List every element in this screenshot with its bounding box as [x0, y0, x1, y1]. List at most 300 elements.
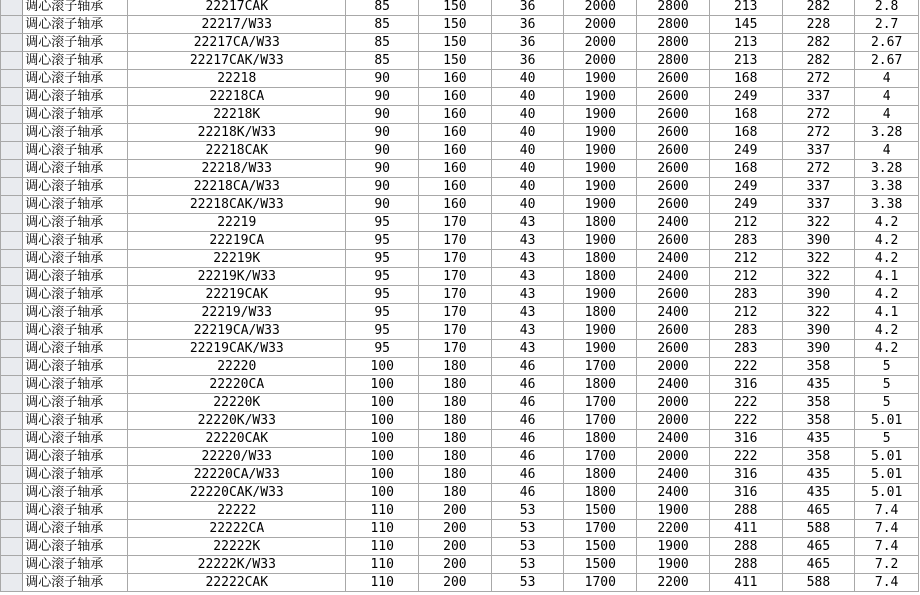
- cell-outer-diameter[interactable]: 200: [419, 502, 492, 520]
- cell-dynamic-load[interactable]: 316: [709, 376, 782, 394]
- cell-outer-diameter[interactable]: 200: [419, 574, 492, 592]
- cell-type[interactable]: 调心滚子轴承: [23, 340, 128, 358]
- cell-static-load[interactable]: 228: [782, 16, 855, 34]
- cell-dynamic-load[interactable]: 316: [709, 466, 782, 484]
- cell-static-load[interactable]: 282: [782, 52, 855, 70]
- cell-width[interactable]: 43: [491, 250, 564, 268]
- cell-bore[interactable]: 100: [346, 484, 419, 502]
- cell-static-load[interactable]: 358: [782, 358, 855, 376]
- cell-dynamic-load[interactable]: 212: [709, 304, 782, 322]
- cell-static-load[interactable]: 272: [782, 106, 855, 124]
- cell-grease-speed[interactable]: 1700: [564, 394, 637, 412]
- cell-weight[interactable]: 5.01: [855, 484, 919, 502]
- cell-width[interactable]: 43: [491, 232, 564, 250]
- cell-dynamic-load[interactable]: 249: [709, 142, 782, 160]
- cell-dynamic-load[interactable]: 222: [709, 358, 782, 376]
- cell-model[interactable]: 22220K/W33: [128, 412, 346, 430]
- cell-weight[interactable]: 4: [855, 142, 919, 160]
- cell-weight[interactable]: 7.4: [855, 538, 919, 556]
- cell-width[interactable]: 40: [491, 142, 564, 160]
- cell-model[interactable]: 22219CA/W33: [128, 322, 346, 340]
- cell-weight[interactable]: 4.2: [855, 340, 919, 358]
- cell-model[interactable]: 22220K: [128, 394, 346, 412]
- cell-grease-speed[interactable]: 1900: [564, 124, 637, 142]
- cell-dynamic-load[interactable]: 222: [709, 448, 782, 466]
- cell-bore[interactable]: 90: [346, 88, 419, 106]
- row-header[interactable]: [1, 394, 23, 412]
- cell-static-load[interactable]: 322: [782, 268, 855, 286]
- cell-outer-diameter[interactable]: 160: [419, 124, 492, 142]
- cell-type[interactable]: 调心滚子轴承: [23, 70, 128, 88]
- row-header[interactable]: [1, 376, 23, 394]
- cell-weight[interactable]: 2.67: [855, 52, 919, 70]
- cell-oil-speed[interactable]: 2400: [637, 214, 710, 232]
- cell-oil-speed[interactable]: 2600: [637, 196, 710, 214]
- cell-outer-diameter[interactable]: 160: [419, 106, 492, 124]
- cell-static-load[interactable]: 465: [782, 556, 855, 574]
- cell-width[interactable]: 53: [491, 502, 564, 520]
- cell-grease-speed[interactable]: 2000: [564, 16, 637, 34]
- cell-weight[interactable]: 2.7: [855, 16, 919, 34]
- cell-weight[interactable]: 2.8: [855, 0, 919, 16]
- cell-outer-diameter[interactable]: 170: [419, 340, 492, 358]
- cell-dynamic-load[interactable]: 316: [709, 484, 782, 502]
- cell-outer-diameter[interactable]: 180: [419, 358, 492, 376]
- cell-width[interactable]: 53: [491, 538, 564, 556]
- cell-oil-speed[interactable]: 2600: [637, 142, 710, 160]
- cell-weight[interactable]: 4: [855, 88, 919, 106]
- cell-model[interactable]: 22220/W33: [128, 448, 346, 466]
- cell-grease-speed[interactable]: 1900: [564, 70, 637, 88]
- cell-oil-speed[interactable]: 2200: [637, 520, 710, 538]
- cell-model[interactable]: 22222K/W33: [128, 556, 346, 574]
- cell-outer-diameter[interactable]: 170: [419, 214, 492, 232]
- cell-weight[interactable]: 7.4: [855, 520, 919, 538]
- cell-grease-speed[interactable]: 1800: [564, 466, 637, 484]
- cell-type[interactable]: 调心滚子轴承: [23, 178, 128, 196]
- row-header[interactable]: [1, 34, 23, 52]
- cell-width[interactable]: 43: [491, 322, 564, 340]
- cell-dynamic-load[interactable]: 288: [709, 556, 782, 574]
- cell-outer-diameter[interactable]: 170: [419, 250, 492, 268]
- cell-bore[interactable]: 85: [346, 52, 419, 70]
- cell-grease-speed[interactable]: 1900: [564, 322, 637, 340]
- cell-static-load[interactable]: 435: [782, 376, 855, 394]
- cell-width[interactable]: 43: [491, 304, 564, 322]
- cell-outer-diameter[interactable]: 150: [419, 16, 492, 34]
- cell-static-load[interactable]: 322: [782, 250, 855, 268]
- cell-grease-speed[interactable]: 1900: [564, 286, 637, 304]
- cell-dynamic-load[interactable]: 249: [709, 196, 782, 214]
- cell-width[interactable]: 46: [491, 376, 564, 394]
- row-header[interactable]: [1, 484, 23, 502]
- cell-bore[interactable]: 90: [346, 160, 419, 178]
- cell-grease-speed[interactable]: 1800: [564, 304, 637, 322]
- cell-bore[interactable]: 85: [346, 16, 419, 34]
- cell-type[interactable]: 调心滚子轴承: [23, 394, 128, 412]
- cell-static-load[interactable]: 358: [782, 394, 855, 412]
- cell-grease-speed[interactable]: 1500: [564, 502, 637, 520]
- cell-bore[interactable]: 90: [346, 106, 419, 124]
- cell-static-load[interactable]: 435: [782, 466, 855, 484]
- row-header[interactable]: [1, 304, 23, 322]
- row-header[interactable]: [1, 448, 23, 466]
- cell-model[interactable]: 22222: [128, 502, 346, 520]
- cell-grease-speed[interactable]: 2000: [564, 52, 637, 70]
- cell-outer-diameter[interactable]: 180: [419, 466, 492, 484]
- row-header[interactable]: [1, 430, 23, 448]
- cell-static-load[interactable]: 282: [782, 0, 855, 16]
- cell-weight[interactable]: 4.2: [855, 214, 919, 232]
- cell-outer-diameter[interactable]: 180: [419, 376, 492, 394]
- row-header[interactable]: [1, 214, 23, 232]
- cell-weight[interactable]: 4.2: [855, 232, 919, 250]
- cell-static-load[interactable]: 390: [782, 286, 855, 304]
- cell-model[interactable]: 22218CA/W33: [128, 178, 346, 196]
- cell-weight[interactable]: 3.28: [855, 160, 919, 178]
- cell-grease-speed[interactable]: 1700: [564, 448, 637, 466]
- cell-weight[interactable]: 5: [855, 430, 919, 448]
- cell-weight[interactable]: 2.67: [855, 34, 919, 52]
- row-header[interactable]: [1, 322, 23, 340]
- cell-dynamic-load[interactable]: 212: [709, 250, 782, 268]
- cell-static-load[interactable]: 588: [782, 520, 855, 538]
- cell-model[interactable]: 22220CAK: [128, 430, 346, 448]
- cell-dynamic-load[interactable]: 168: [709, 70, 782, 88]
- cell-outer-diameter[interactable]: 170: [419, 232, 492, 250]
- cell-static-load[interactable]: 272: [782, 160, 855, 178]
- cell-oil-speed[interactable]: 2600: [637, 286, 710, 304]
- cell-bore[interactable]: 110: [346, 538, 419, 556]
- cell-type[interactable]: 调心滚子轴承: [23, 214, 128, 232]
- cell-model[interactable]: 22218: [128, 70, 346, 88]
- cell-grease-speed[interactable]: 2000: [564, 34, 637, 52]
- cell-outer-diameter[interactable]: 170: [419, 322, 492, 340]
- cell-model[interactable]: 22219K: [128, 250, 346, 268]
- cell-oil-speed[interactable]: 2400: [637, 376, 710, 394]
- cell-type[interactable]: 调心滚子轴承: [23, 34, 128, 52]
- cell-model[interactable]: 22217/W33: [128, 16, 346, 34]
- cell-model[interactable]: 22218CAK/W33: [128, 196, 346, 214]
- cell-bore[interactable]: 90: [346, 70, 419, 88]
- cell-oil-speed[interactable]: 1900: [637, 556, 710, 574]
- cell-oil-speed[interactable]: 1900: [637, 538, 710, 556]
- cell-oil-speed[interactable]: 2600: [637, 70, 710, 88]
- cell-bore[interactable]: 85: [346, 34, 419, 52]
- cell-type[interactable]: 调心滚子轴承: [23, 304, 128, 322]
- row-header[interactable]: [1, 70, 23, 88]
- cell-bore[interactable]: 85: [346, 0, 419, 16]
- cell-model[interactable]: 22219CAK: [128, 286, 346, 304]
- cell-oil-speed[interactable]: 2400: [637, 484, 710, 502]
- cell-type[interactable]: 调心滚子轴承: [23, 196, 128, 214]
- cell-oil-speed[interactable]: 2600: [637, 88, 710, 106]
- cell-weight[interactable]: 5.01: [855, 466, 919, 484]
- cell-grease-speed[interactable]: 1800: [564, 214, 637, 232]
- row-header[interactable]: [1, 124, 23, 142]
- row-header[interactable]: [1, 178, 23, 196]
- cell-type[interactable]: 调心滚子轴承: [23, 268, 128, 286]
- row-header[interactable]: [1, 88, 23, 106]
- cell-width[interactable]: 46: [491, 358, 564, 376]
- cell-oil-speed[interactable]: 2600: [637, 124, 710, 142]
- cell-grease-speed[interactable]: 1800: [564, 484, 637, 502]
- cell-width[interactable]: 36: [491, 52, 564, 70]
- cell-grease-speed[interactable]: 1800: [564, 376, 637, 394]
- cell-outer-diameter[interactable]: 180: [419, 448, 492, 466]
- row-header[interactable]: [1, 358, 23, 376]
- cell-static-load[interactable]: 588: [782, 574, 855, 592]
- cell-weight[interactable]: 3.28: [855, 124, 919, 142]
- cell-static-load[interactable]: 272: [782, 70, 855, 88]
- cell-grease-speed[interactable]: 1900: [564, 106, 637, 124]
- cell-dynamic-load[interactable]: 249: [709, 88, 782, 106]
- row-header[interactable]: [1, 106, 23, 124]
- cell-outer-diameter[interactable]: 200: [419, 520, 492, 538]
- cell-type[interactable]: 调心滚子轴承: [23, 160, 128, 178]
- cell-dynamic-load[interactable]: 283: [709, 340, 782, 358]
- cell-dynamic-load[interactable]: 222: [709, 394, 782, 412]
- cell-bore[interactable]: 110: [346, 574, 419, 592]
- cell-oil-speed[interactable]: 2600: [637, 232, 710, 250]
- cell-bore[interactable]: 95: [346, 286, 419, 304]
- cell-dynamic-load[interactable]: 249: [709, 178, 782, 196]
- cell-type[interactable]: 调心滚子轴承: [23, 250, 128, 268]
- row-header[interactable]: [1, 502, 23, 520]
- cell-width[interactable]: 40: [491, 178, 564, 196]
- cell-dynamic-load[interactable]: 222: [709, 412, 782, 430]
- cell-dynamic-load[interactable]: 168: [709, 106, 782, 124]
- cell-width[interactable]: 53: [491, 574, 564, 592]
- cell-oil-speed[interactable]: 2200: [637, 574, 710, 592]
- cell-oil-speed[interactable]: 2400: [637, 466, 710, 484]
- cell-weight[interactable]: 5: [855, 394, 919, 412]
- cell-static-load[interactable]: 358: [782, 412, 855, 430]
- cell-weight[interactable]: 7.2: [855, 556, 919, 574]
- cell-width[interactable]: 40: [491, 160, 564, 178]
- cell-type[interactable]: 调心滚子轴承: [23, 520, 128, 538]
- cell-bore[interactable]: 95: [346, 250, 419, 268]
- cell-weight[interactable]: 4.1: [855, 304, 919, 322]
- cell-weight[interactable]: 5: [855, 358, 919, 376]
- cell-static-load[interactable]: 465: [782, 538, 855, 556]
- cell-model[interactable]: 22219/W33: [128, 304, 346, 322]
- cell-oil-speed[interactable]: 2400: [637, 268, 710, 286]
- cell-grease-speed[interactable]: 1800: [564, 430, 637, 448]
- cell-type[interactable]: 调心滚子轴承: [23, 412, 128, 430]
- cell-weight[interactable]: 4.2: [855, 250, 919, 268]
- cell-outer-diameter[interactable]: 160: [419, 88, 492, 106]
- cell-bore[interactable]: 95: [346, 232, 419, 250]
- row-header[interactable]: [1, 520, 23, 538]
- cell-weight[interactable]: 7.4: [855, 502, 919, 520]
- cell-bore[interactable]: 100: [346, 466, 419, 484]
- cell-model[interactable]: 22220: [128, 358, 346, 376]
- cell-oil-speed[interactable]: 2600: [637, 106, 710, 124]
- cell-width[interactable]: 46: [491, 430, 564, 448]
- cell-outer-diameter[interactable]: 170: [419, 268, 492, 286]
- cell-grease-speed[interactable]: 1900: [564, 88, 637, 106]
- cell-bore[interactable]: 100: [346, 376, 419, 394]
- cell-width[interactable]: 43: [491, 286, 564, 304]
- cell-static-load[interactable]: 272: [782, 124, 855, 142]
- cell-grease-speed[interactable]: 1900: [564, 142, 637, 160]
- row-header[interactable]: [1, 250, 23, 268]
- cell-static-load[interactable]: 282: [782, 34, 855, 52]
- cell-width[interactable]: 46: [491, 484, 564, 502]
- cell-outer-diameter[interactable]: 160: [419, 178, 492, 196]
- cell-type[interactable]: 调心滚子轴承: [23, 232, 128, 250]
- cell-type[interactable]: 调心滚子轴承: [23, 52, 128, 70]
- cell-grease-speed[interactable]: 2000: [564, 0, 637, 16]
- cell-width[interactable]: 40: [491, 106, 564, 124]
- cell-weight[interactable]: 4: [855, 106, 919, 124]
- cell-type[interactable]: 调心滚子轴承: [23, 286, 128, 304]
- cell-model[interactable]: 22217CAK/W33: [128, 52, 346, 70]
- cell-oil-speed[interactable]: 2800: [637, 34, 710, 52]
- cell-grease-speed[interactable]: 1900: [564, 178, 637, 196]
- cell-bore[interactable]: 110: [346, 502, 419, 520]
- cell-bore[interactable]: 90: [346, 124, 419, 142]
- cell-grease-speed[interactable]: 1500: [564, 556, 637, 574]
- cell-oil-speed[interactable]: 2800: [637, 16, 710, 34]
- cell-dynamic-load[interactable]: 145: [709, 16, 782, 34]
- cell-weight[interactable]: 4: [855, 70, 919, 88]
- cell-bore[interactable]: 100: [346, 358, 419, 376]
- row-header[interactable]: [1, 466, 23, 484]
- cell-bore[interactable]: 100: [346, 412, 419, 430]
- cell-bore[interactable]: 110: [346, 520, 419, 538]
- cell-outer-diameter[interactable]: 160: [419, 160, 492, 178]
- cell-bore[interactable]: 95: [346, 214, 419, 232]
- cell-type[interactable]: 调心滚子轴承: [23, 358, 128, 376]
- cell-model[interactable]: 22219CAK/W33: [128, 340, 346, 358]
- row-header[interactable]: [1, 340, 23, 358]
- cell-model[interactable]: 22217CAK: [128, 0, 346, 16]
- cell-outer-diameter[interactable]: 200: [419, 556, 492, 574]
- cell-outer-diameter[interactable]: 170: [419, 304, 492, 322]
- cell-oil-speed[interactable]: 2600: [637, 340, 710, 358]
- cell-dynamic-load[interactable]: 168: [709, 160, 782, 178]
- cell-type[interactable]: 调心滚子轴承: [23, 484, 128, 502]
- cell-outer-diameter[interactable]: 200: [419, 538, 492, 556]
- cell-model[interactable]: 22217CA/W33: [128, 34, 346, 52]
- cell-bore[interactable]: 100: [346, 394, 419, 412]
- cell-outer-diameter[interactable]: 170: [419, 286, 492, 304]
- cell-bore[interactable]: 95: [346, 304, 419, 322]
- cell-type[interactable]: 调心滚子轴承: [23, 106, 128, 124]
- row-header[interactable]: [1, 232, 23, 250]
- cell-width[interactable]: 46: [491, 412, 564, 430]
- cell-weight[interactable]: 4.2: [855, 322, 919, 340]
- cell-width[interactable]: 43: [491, 340, 564, 358]
- cell-static-load[interactable]: 435: [782, 484, 855, 502]
- cell-oil-speed[interactable]: 2600: [637, 178, 710, 196]
- cell-model[interactable]: 22219: [128, 214, 346, 232]
- cell-width[interactable]: 36: [491, 0, 564, 16]
- cell-weight[interactable]: 7.4: [855, 574, 919, 592]
- cell-outer-diameter[interactable]: 150: [419, 52, 492, 70]
- cell-width[interactable]: 36: [491, 34, 564, 52]
- cell-bore[interactable]: 90: [346, 196, 419, 214]
- cell-outer-diameter[interactable]: 160: [419, 70, 492, 88]
- cell-model[interactable]: 22218/W33: [128, 160, 346, 178]
- cell-width[interactable]: 36: [491, 16, 564, 34]
- row-header[interactable]: [1, 142, 23, 160]
- cell-grease-speed[interactable]: 1800: [564, 268, 637, 286]
- cell-bore[interactable]: 95: [346, 340, 419, 358]
- cell-dynamic-load[interactable]: 213: [709, 34, 782, 52]
- row-header[interactable]: [1, 286, 23, 304]
- cell-type[interactable]: 调心滚子轴承: [23, 448, 128, 466]
- cell-weight[interactable]: 4.2: [855, 286, 919, 304]
- cell-static-load[interactable]: 337: [782, 88, 855, 106]
- cell-dynamic-load[interactable]: 283: [709, 232, 782, 250]
- cell-dynamic-load[interactable]: 283: [709, 286, 782, 304]
- row-header[interactable]: [1, 160, 23, 178]
- cell-static-load[interactable]: 337: [782, 178, 855, 196]
- cell-grease-speed[interactable]: 1900: [564, 340, 637, 358]
- cell-weight[interactable]: 3.38: [855, 178, 919, 196]
- cell-grease-speed[interactable]: 1900: [564, 160, 637, 178]
- row-header[interactable]: [1, 412, 23, 430]
- cell-weight[interactable]: 5.01: [855, 412, 919, 430]
- cell-oil-speed[interactable]: 2400: [637, 430, 710, 448]
- cell-oil-speed[interactable]: 2600: [637, 322, 710, 340]
- cell-grease-speed[interactable]: 1800: [564, 250, 637, 268]
- cell-grease-speed[interactable]: 1900: [564, 196, 637, 214]
- cell-width[interactable]: 40: [491, 124, 564, 142]
- cell-outer-diameter[interactable]: 160: [419, 196, 492, 214]
- cell-bore[interactable]: 90: [346, 178, 419, 196]
- cell-type[interactable]: 调心滚子轴承: [23, 124, 128, 142]
- row-header[interactable]: [1, 196, 23, 214]
- cell-model[interactable]: 22218CA: [128, 88, 346, 106]
- cell-dynamic-load[interactable]: 212: [709, 214, 782, 232]
- cell-model[interactable]: 22222CAK: [128, 574, 346, 592]
- cell-static-load[interactable]: 322: [782, 214, 855, 232]
- cell-static-load[interactable]: 358: [782, 448, 855, 466]
- cell-grease-speed[interactable]: 1700: [564, 358, 637, 376]
- cell-dynamic-load[interactable]: 316: [709, 430, 782, 448]
- cell-type[interactable]: 调心滚子轴承: [23, 466, 128, 484]
- cell-oil-speed[interactable]: 2000: [637, 358, 710, 376]
- cell-static-load[interactable]: 435: [782, 430, 855, 448]
- cell-dynamic-load[interactable]: 288: [709, 538, 782, 556]
- cell-outer-diameter[interactable]: 180: [419, 430, 492, 448]
- cell-bore[interactable]: 90: [346, 142, 419, 160]
- cell-model[interactable]: 22222CA: [128, 520, 346, 538]
- cell-dynamic-load[interactable]: 213: [709, 0, 782, 16]
- cell-width[interactable]: 46: [491, 448, 564, 466]
- cell-width[interactable]: 53: [491, 520, 564, 538]
- cell-oil-speed[interactable]: 2000: [637, 412, 710, 430]
- cell-outer-diameter[interactable]: 160: [419, 142, 492, 160]
- row-header[interactable]: [1, 0, 23, 16]
- cell-dynamic-load[interactable]: 283: [709, 322, 782, 340]
- cell-static-load[interactable]: 390: [782, 340, 855, 358]
- cell-weight[interactable]: 4.1: [855, 268, 919, 286]
- cell-width[interactable]: 46: [491, 466, 564, 484]
- cell-model[interactable]: 22219CA: [128, 232, 346, 250]
- cell-type[interactable]: 调心滚子轴承: [23, 502, 128, 520]
- cell-outer-diameter[interactable]: 150: [419, 34, 492, 52]
- cell-grease-speed[interactable]: 1500: [564, 538, 637, 556]
- cell-type[interactable]: 调心滚子轴承: [23, 0, 128, 16]
- cell-dynamic-load[interactable]: 411: [709, 520, 782, 538]
- row-header[interactable]: [1, 538, 23, 556]
- cell-width[interactable]: 40: [491, 88, 564, 106]
